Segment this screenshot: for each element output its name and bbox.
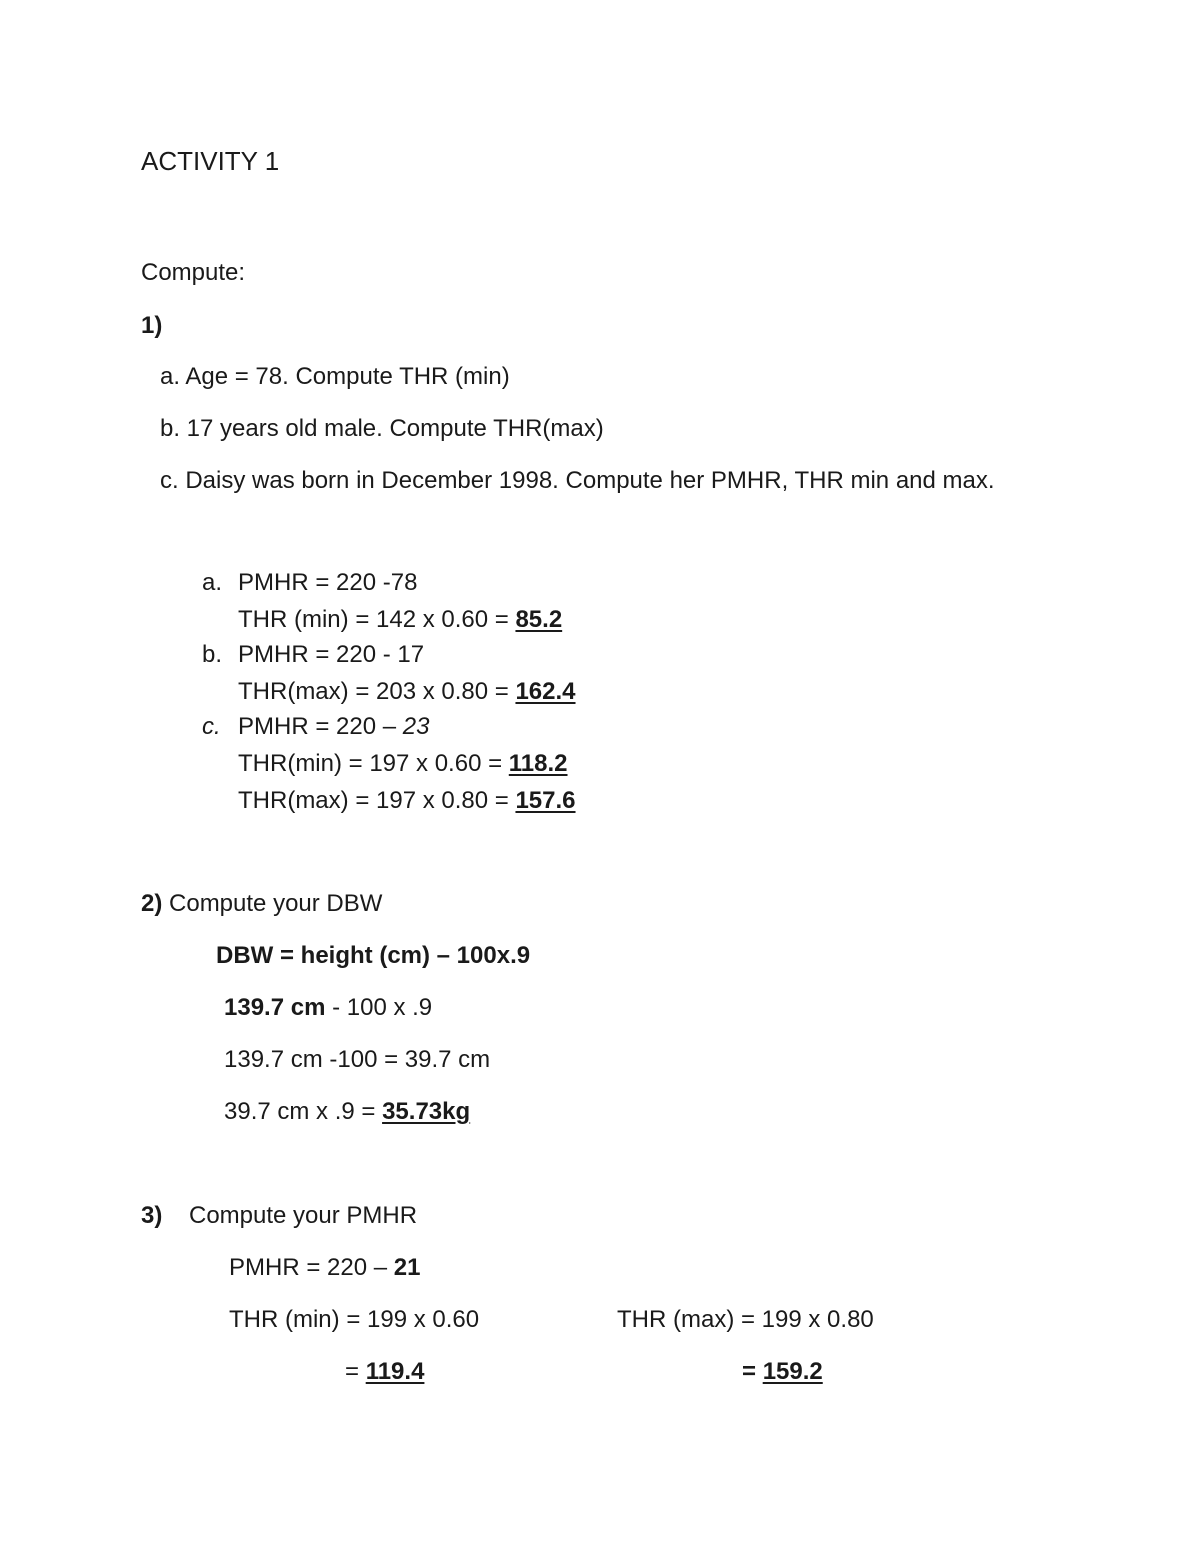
question-1-item-a: a. Age = 78. Compute THR (min) (160, 363, 510, 390)
question-3-number: 3) (141, 1202, 163, 1229)
q3-thr-min-result: 119.4 (365, 1358, 425, 1385)
dbw-result: 35.73kg (382, 1098, 471, 1125)
question-2-number: 2) (141, 890, 163, 917)
q3-pmhr-age: 21 (393, 1254, 421, 1281)
q3-thr-max-result: 159.2 (762, 1358, 823, 1385)
answer-b-thr (238, 677, 576, 707)
question-3-label: Compute your PMHR (189, 1202, 418, 1229)
answer-c-thr-min-result: 118.2 (508, 750, 568, 777)
dbw-step-1 (224, 993, 432, 1023)
q3-thr-min: THR (min) = 199 x 0.60 (229, 1306, 480, 1333)
q3-thr-max-result-line (742, 1357, 823, 1387)
answer-a-pmhr: PMHR = 220 -78 (238, 569, 418, 596)
answer-c-marker: c. (202, 713, 221, 740)
dbw-formula: DBW = height (cm) – 100x.9 (216, 942, 531, 969)
q3-pmhr-expression: PMHR = 220 – (229, 1254, 394, 1281)
dbw-height: 139.7 cm (224, 994, 326, 1021)
answer-c-thr-max-expression: THR(max) = 197 x 0.80 = (238, 787, 516, 814)
answer-b-thr-result: 162.4 (515, 678, 576, 705)
dbw-step-2: 139.7 cm -100 = 39.7 cm (224, 1046, 491, 1073)
activity-title: ACTIVITY 1 (141, 146, 280, 176)
dbw-step-3-expression: 39.7 cm x .9 = (224, 1098, 383, 1125)
answer-c-thr-min (238, 749, 568, 779)
answer-c-thr-max-result: 157.6 (515, 787, 576, 814)
question-1-number: 1) (141, 312, 163, 339)
question-2 (141, 889, 382, 919)
answer-b-pmhr: PMHR = 220 - 17 (238, 641, 425, 668)
answer-a-thr-result: 85.2 (515, 606, 563, 633)
question-1-item-c: c. Daisy was born in December 1998. Compute her PMHR, THR min and max. (160, 467, 995, 494)
q3-thr-max: THR (max) = 199 x 0.80 (617, 1306, 874, 1333)
answer-a-marker: a. (202, 569, 223, 596)
answer-b-thr-expression: THR(max) = 203 x 0.80 = (238, 678, 516, 705)
answer-c-pmhr-expression: PMHR = 220 – (238, 713, 403, 740)
q3-max-equals: = (742, 1358, 763, 1385)
compute-label: Compute: (141, 259, 246, 286)
answer-b-marker: b. (202, 641, 223, 668)
q3-min-equals: = (345, 1358, 366, 1385)
q3-thr-min-result-line (345, 1357, 424, 1387)
answer-a-thr-expression: THR (min) = 142 x 0.60 = (238, 606, 516, 633)
dbw-step-1-rest: - 100 x .9 (325, 994, 433, 1021)
answer-a-thr (238, 605, 562, 635)
answer-c-thr-min-expression: THR(min) = 197 x 0.60 = (238, 750, 509, 777)
answer-c-thr-max (238, 786, 576, 816)
answer-c-pmhr-age: 23 (402, 713, 430, 740)
q3-pmhr (229, 1253, 420, 1283)
answer-c-pmhr (238, 712, 429, 742)
dbw-step-3 (224, 1097, 470, 1127)
question-1-item-b: b. 17 years old male. Compute THR(max) (160, 415, 604, 442)
question-2-label: Compute your DBW (162, 890, 383, 917)
